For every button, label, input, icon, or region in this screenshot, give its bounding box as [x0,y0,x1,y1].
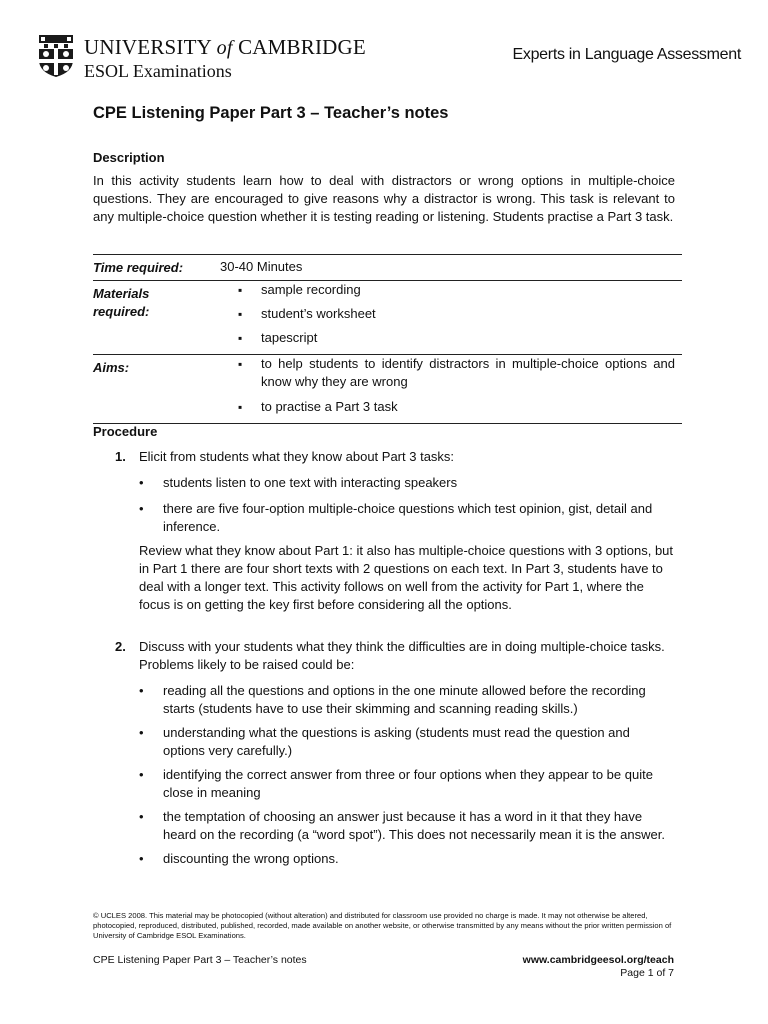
aims-label: Aims: [93,360,130,375]
page-title: CPE Listening Paper Part 3 – Teacher’s notes [93,104,449,122]
step-number: 1. [115,449,126,464]
list-item: ▪ student’s worksheet [238,305,675,323]
list-item: • the temptation of choosing an answer just because it has a word in it that they have heard on the recording (a “word spot”). This does not necessarily mean it is the answer. [139,808,675,844]
university-name [84,35,366,60]
university-name-of: of [216,37,233,59]
step-2-bullets [139,682,675,868]
step-text: Discuss with your students what they think the difficulties are in doing multiple-choice tasks. Problems likely to be raised could be: [139,639,665,672]
university-crest-icon [38,34,74,78]
info-table [93,254,682,424]
aims-row [93,354,682,424]
list-item: ▪ to practise a Part 3 task [238,398,675,416]
step-1-review-text: Review what they know about Part 1: it also has multiple-choice questions with 3 options, but in Part 1 there are four short texts with 2 questions on each text. In Part 3, students have to deal with a longer text. This activity follows on well from the activity for Part 1, where the focus is on getting the key first before considering all the options. [139,543,674,612]
header-tagline: Experts in Language Assessment [512,46,741,63]
step-number: 2. [115,639,126,654]
list-item: • reading all the questions and options in the one minute allowed before the recording starts (students have to use their skimming and scanning reading skills.) [139,682,675,718]
university-name-part: UNIVERSITY [84,35,212,59]
procedure-heading: Procedure [93,424,158,439]
list-item: • there are five four-option multiple-choice questions which test opinion, gist, detail and inference. [139,500,675,536]
page-number: Page 1 of 7 [620,967,674,979]
esol-examinations-label: ESOL Examinations [84,61,232,81]
time-required-label: Time required: [93,260,184,275]
description-text: In this activity students learn how to deal with distractors or wrong options in multiple-choice questions. They are encouraged to give reasons why a distractor is wrong. This task is relevant to any multiple-choice question whether it is testing reading or listening. Students practise a Part 3 task. [93,173,675,224]
materials-row [93,280,682,354]
list-item: • understanding what the questions is asking (students must read the question and options very carefully.) [139,724,675,760]
list-item: ▪ tapescript [238,329,675,347]
list-item: ▪ sample recording [238,281,675,299]
list-item: • students listen to one text with interacting speakers [139,474,675,492]
materials-label: Materials required: [93,286,150,319]
step-1-bullets [139,474,675,536]
aims-list [238,355,675,416]
time-required-row [93,254,682,280]
list-item: • discounting the wrong options. [139,850,675,868]
university-name-part: CAMBRIDGE [238,35,366,59]
time-required-value: 30-40 Minutes [220,259,303,274]
list-item: ▪ to help students to identify distractors in multiple-choice options and know why they are wrong [238,355,675,391]
copyright-notice: © UCLES 2008. This material may be photocopied (without alteration) and distributed for classroom use provided no charge is made. It may not otherwise be altered, photocopied, reproduced, distributed, published, recorded, made available on another website, or otherwise transmitted by any means without the prior written permission of University of Cambridge ESOL Examinations. [93,911,672,940]
description-heading: Description [93,150,165,165]
footer-website-link[interactable]: www.cambridgeesol.org/teach [522,954,674,966]
footer-document-title: CPE Listening Paper Part 3 – Teacher’s notes [93,954,307,966]
step-text: Elicit from students what they know about Part 3 tasks: [139,449,455,464]
list-item: • identifying the correct answer from three or four options when they appear to be quite close in meaning [139,766,675,802]
materials-list [238,281,675,347]
